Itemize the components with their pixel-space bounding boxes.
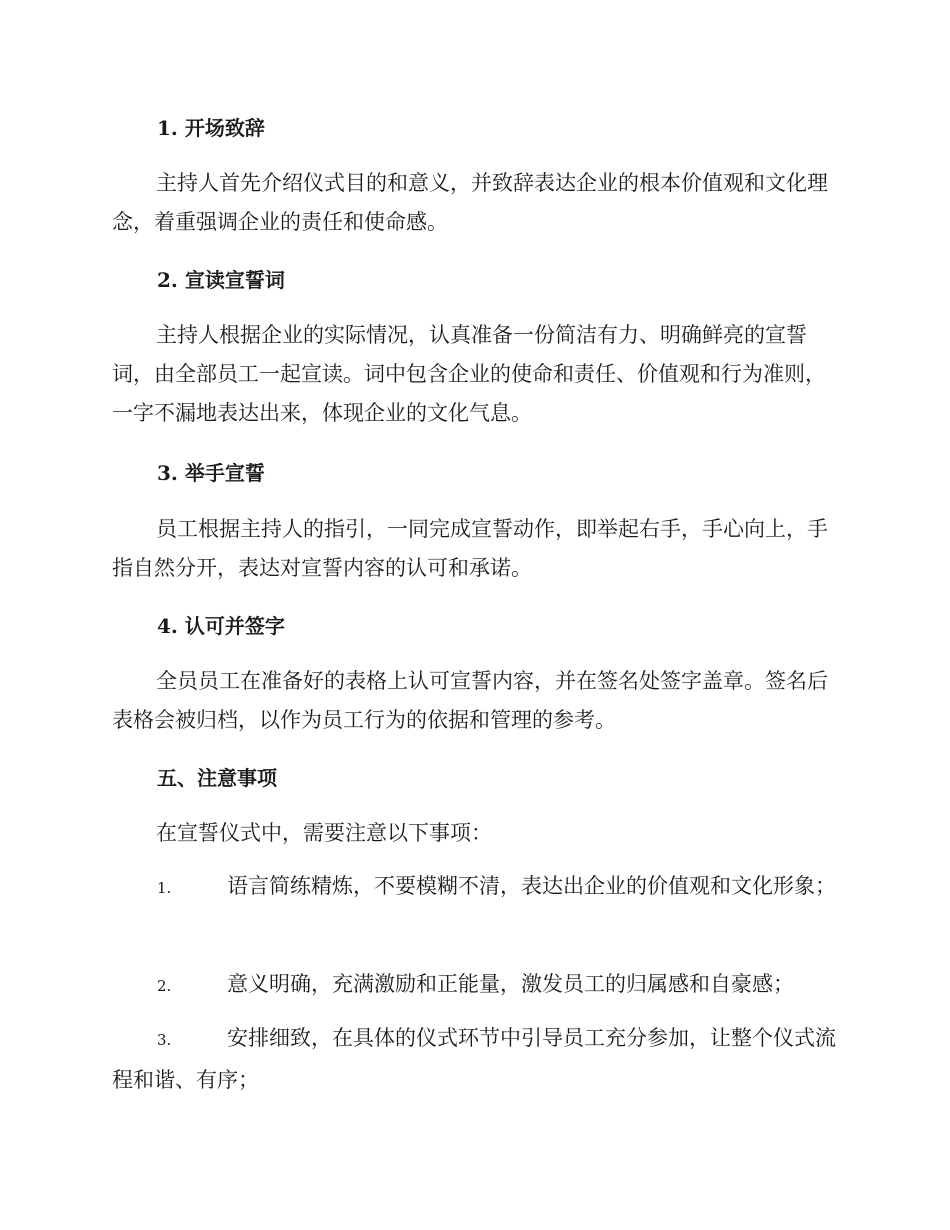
section-heading-raise-hand: 3. 举手宣誓 xyxy=(157,461,265,485)
section-heading-sign: 4. 认可并签字 xyxy=(157,614,285,638)
notes-heading: 五、注意事项 xyxy=(157,766,277,790)
list-item-text: 语言简练精炼，不要模糊不清，表达出企业的价值观和文化形象； xyxy=(227,874,836,898)
list-item-number: 2. xyxy=(157,977,172,995)
list-item xyxy=(112,964,842,1006)
section-paragraph-opening-speech: 主持人首先介绍仪式目的和意义，并致辞表达企业的根本价值观和文化理念，着重强调企业的责任和使命感。 xyxy=(112,171,828,234)
section-paragraph-read-oath: 主持人根据企业的实际情况，认真准备一份简洁有力、明确鲜亮的宣誓词，由全部员工一起宣读。词中包含企业的使命和责任、价值观和行为准则，一字不漏地表达出来，体现企业的文化气息。 xyxy=(112,323,826,425)
section-paragraph-sign: 全员员工在准备好的表格上认可宣誓内容，并在签名处签字盖章。签名后表格会被归档，以作为员工行为的依据和管理的参考。 xyxy=(112,669,828,732)
section-paragraph-raise-hand: 员工根据主持人的指引，一同完成宣誓动作，即举起右手，手心向上，手指自然分开，表达对宣誓内容的认可和承诺。 xyxy=(112,517,828,580)
list-item xyxy=(112,866,842,908)
section-heading-opening-speech: 1. 开场致辞 xyxy=(157,116,265,140)
section-heading-read-oath: 2. 宣读宣誓词 xyxy=(157,268,285,292)
list-item-text: 安排细致，在具体的仪式环节中引导员工充分参加，让整个仪式流程和谐、有序； xyxy=(112,1026,836,1092)
list-item-text: 意义明确，充满激励和正能量，激发员工的归属感和自豪感； xyxy=(227,972,794,996)
list-item xyxy=(112,1018,842,1100)
notes-intro: 在宣誓仪式中，需要注意以下事项： xyxy=(156,821,492,845)
list-item-number: 1. xyxy=(157,879,172,897)
list-item-number: 3. xyxy=(157,1031,172,1049)
